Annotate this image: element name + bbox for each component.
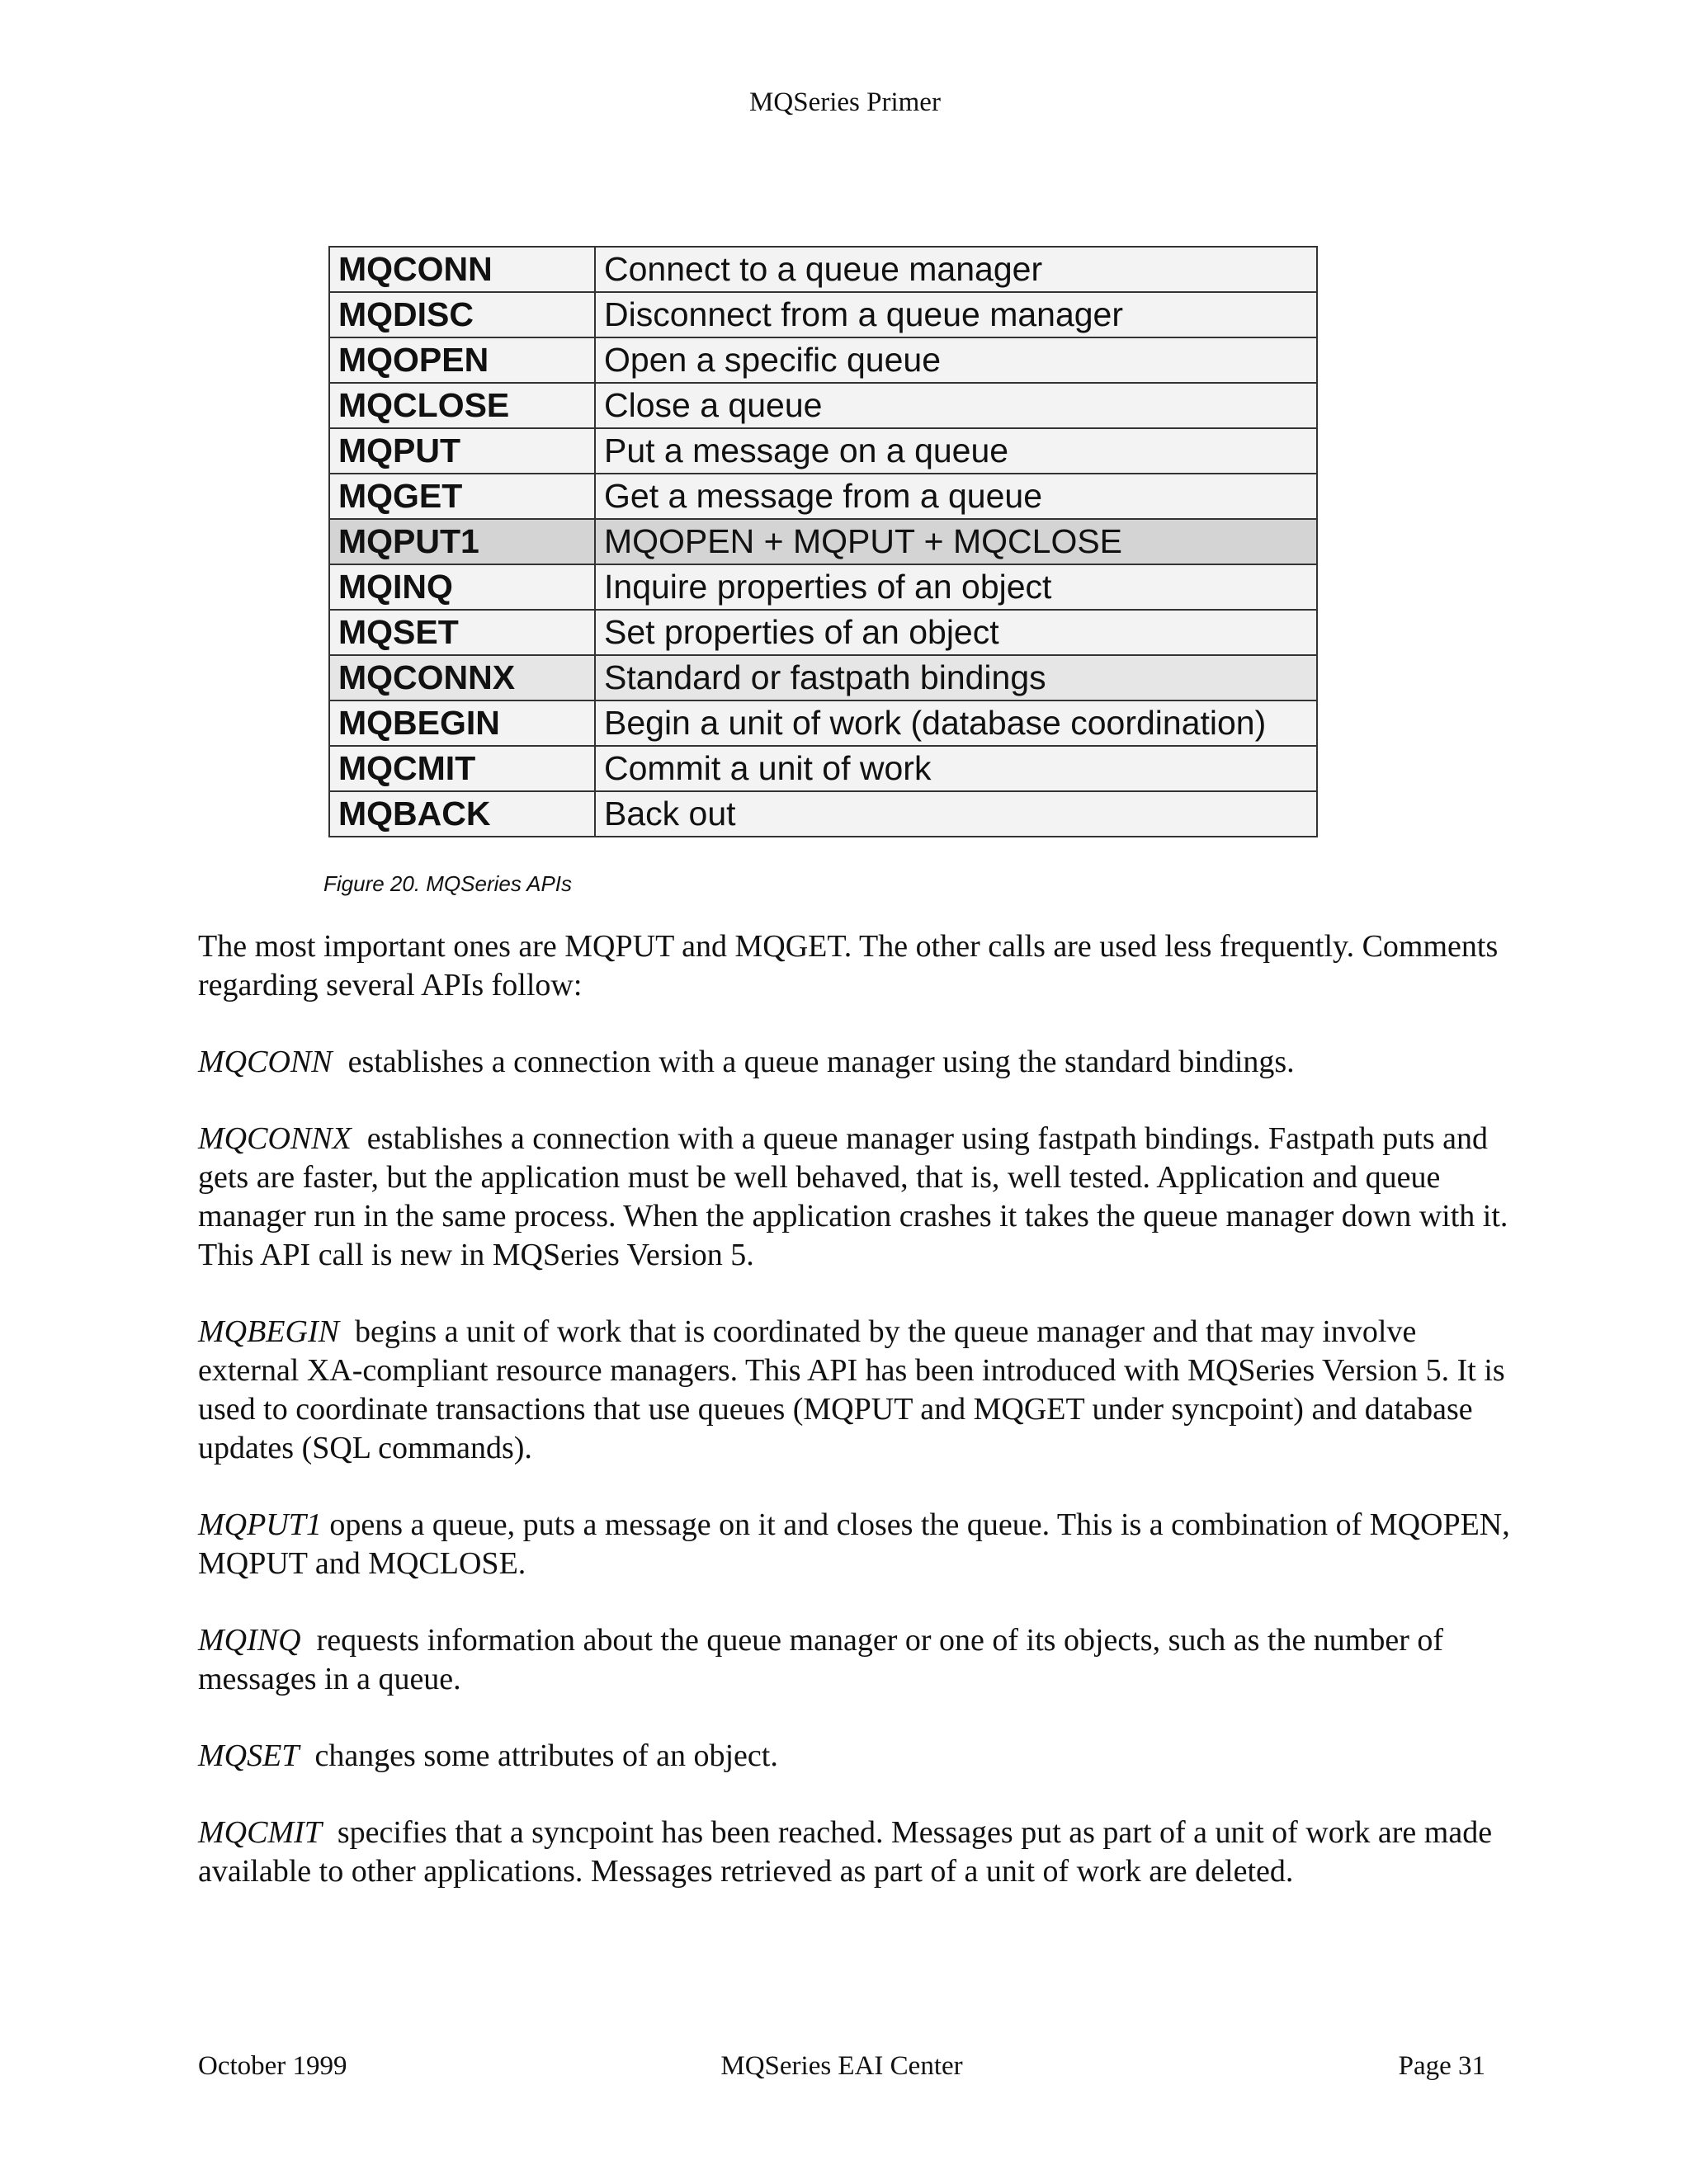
api-paragraph-mqput1	[198, 1506, 1510, 1583]
api-description-cell: Close a queue	[595, 383, 1317, 428]
api-description-cell: Disconnect from a queue manager	[595, 292, 1317, 337]
api-name-cell: MQDISC	[329, 292, 595, 337]
api-name-cell: MQCMIT	[329, 746, 595, 791]
api-term: MQCONNX	[198, 1121, 352, 1156]
api-name-cell: MQCONNX	[329, 655, 595, 700]
api-name-cell: MQPUT	[329, 428, 595, 474]
api-name-cell: MQSET	[329, 610, 595, 655]
page-footer	[198, 2051, 1485, 2089]
table-row-highlighted	[329, 519, 1317, 564]
body-text	[198, 927, 1510, 1929]
api-paragraph-mqcmit	[198, 1814, 1510, 1891]
api-paragraph-mqconn	[198, 1043, 1510, 1082]
table-row	[329, 292, 1317, 337]
api-description-cell: Commit a unit of work	[595, 746, 1317, 791]
table-row	[329, 337, 1317, 383]
api-paragraph-mqset	[198, 1737, 1510, 1776]
api-name-cell: MQCLOSE	[329, 383, 595, 428]
api-explanation: specifies that a syncpoint has been reached. Messages put as part of a unit of work are made available to other applications. Messages retrieved as part of a unit of work are deleted.	[198, 1815, 1493, 1889]
api-name-cell: MQCONN	[329, 247, 595, 292]
footer-center-text: MQSeries EAI Center	[720, 2051, 963, 2081]
api-term: MQPUT1	[198, 1507, 322, 1542]
api-description-cell: Connect to a queue manager	[595, 247, 1317, 292]
api-description-cell: Put a message on a queue	[595, 428, 1317, 474]
api-term: MQINQ	[198, 1623, 301, 1658]
api-description-cell: Set properties of an object	[595, 610, 1317, 655]
api-table	[328, 246, 1318, 837]
footer-page-number: Page 31	[1398, 2051, 1485, 2081]
api-explanation: opens a queue, puts a message on it and closes the queue. This is a combination of MQOPEN, MQPUT and MQCLOSE.	[198, 1507, 1510, 1581]
api-description-cell: Begin a unit of work (database coordination)	[595, 700, 1317, 746]
intro-paragraph: The most important ones are MQPUT and MQGET. The other calls are used less frequently. Comments regarding several APIs follow:	[198, 929, 1499, 1002]
table-row	[329, 428, 1317, 474]
api-term: MQCONN	[198, 1045, 333, 1079]
api-description-cell: Inquire properties of an object	[595, 564, 1317, 610]
table-row	[329, 383, 1317, 428]
api-paragraph-mqconnx	[198, 1120, 1510, 1275]
api-name-cell: MQINQ	[329, 564, 595, 610]
running-header: MQSeries Primer	[749, 87, 941, 117]
api-explanation: begins a unit of work that is coordinated by the queue manager and that may involve external XA-compliant resource managers. This API has been introduced with MQSeries Version 5. It is used to coordinate transactions that use queues (MQPUT and MQGET under syncpoint) and database updates (SQL commands).	[198, 1314, 1505, 1465]
api-description-cell: Get a message from a queue	[595, 474, 1317, 519]
api-name-cell: MQOPEN	[329, 337, 595, 383]
api-description-cell: Open a specific queue	[595, 337, 1317, 383]
api-term: MQSET	[198, 1738, 300, 1773]
api-term: MQCMIT	[198, 1815, 322, 1850]
api-explanation: changes some attributes of an object.	[314, 1738, 778, 1773]
api-paragraph-mqbegin	[198, 1313, 1510, 1468]
table-row	[329, 700, 1317, 746]
table-row	[329, 610, 1317, 655]
api-paragraph-mqinq	[198, 1621, 1510, 1699]
api-explanation: requests information about the queue manager or one of its objects, such as the number of messages in a queue.	[198, 1623, 1444, 1696]
footer-date: October 1999	[198, 2051, 347, 2081]
api-explanation: establishes a connection with a queue manager using fastpath bindings. Fastpath puts and gets are faster, but the application must be well behaved, that is, well tested. Application and queue manager run in the same process. When the application crashes it takes the queue manager down with it. This API call is new in MQSeries Version 5.	[198, 1121, 1508, 1272]
api-name-cell: MQGET	[329, 474, 595, 519]
api-name-cell: MQPUT1	[329, 519, 595, 564]
table-row	[329, 746, 1317, 791]
api-description-cell: Standard or fastpath bindings	[595, 655, 1317, 700]
figure-caption: Figure 20. MQSeries APIs	[323, 871, 573, 896]
table-row	[329, 791, 1317, 837]
table-row	[329, 564, 1317, 610]
table-row	[329, 474, 1317, 519]
table-row	[329, 247, 1317, 292]
api-term: MQBEGIN	[198, 1314, 339, 1349]
api-name-cell: MQBACK	[329, 791, 595, 837]
api-name-cell: MQBEGIN	[329, 700, 595, 746]
api-explanation: establishes a connection with a queue manager using the standard bindings.	[347, 1045, 1295, 1079]
api-description-cell: MQOPEN + MQPUT + MQCLOSE	[595, 519, 1317, 564]
api-description-cell: Back out	[595, 791, 1317, 837]
table-row-highlighted	[329, 655, 1317, 700]
